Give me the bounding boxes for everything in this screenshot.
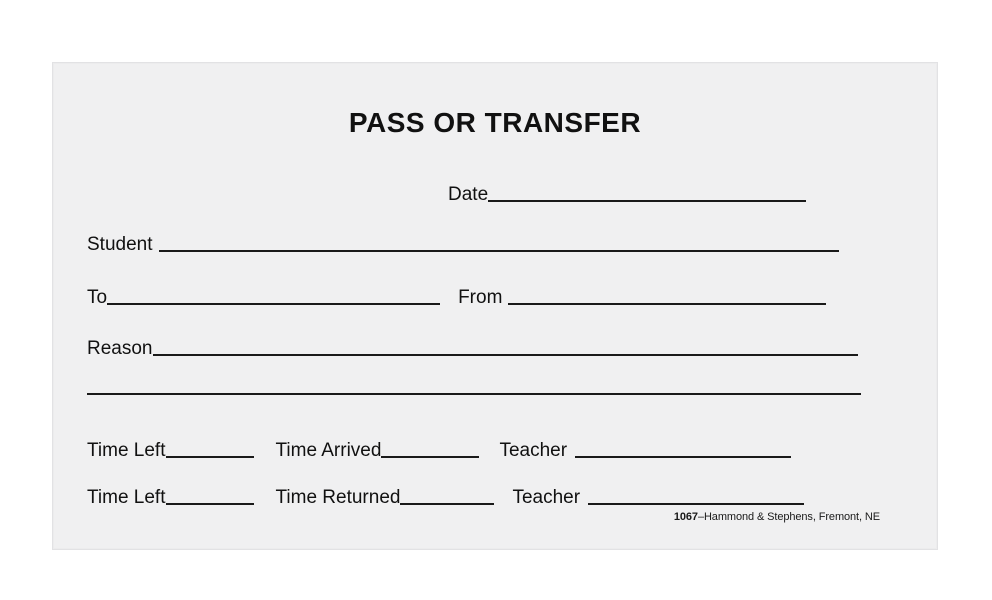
time-left-first-label: Time Left bbox=[87, 440, 166, 461]
student-label: Student bbox=[87, 234, 153, 255]
student-row bbox=[87, 235, 877, 255]
from-label: From bbox=[458, 287, 503, 308]
teacher-first-write-line[interactable] bbox=[575, 456, 791, 458]
teacher-second-label: Teacher bbox=[512, 487, 581, 508]
time-left-second-label: Time Left bbox=[87, 487, 166, 508]
student-write-line[interactable] bbox=[159, 250, 839, 252]
reason-label: Reason bbox=[87, 338, 153, 359]
pass-or-transfer-form bbox=[52, 62, 938, 550]
time-left-returned-row bbox=[87, 488, 877, 508]
form-code: 1067 bbox=[673, 511, 698, 523]
date-write-line[interactable] bbox=[488, 200, 806, 202]
reason-row bbox=[87, 339, 877, 359]
to-label: To bbox=[87, 287, 108, 308]
time-returned-write-line[interactable] bbox=[400, 503, 494, 505]
teacher-first-label: Teacher bbox=[499, 440, 568, 461]
time-left-second-write-line[interactable] bbox=[166, 503, 254, 505]
to-from-row bbox=[87, 288, 877, 308]
reason-write-line[interactable] bbox=[153, 354, 858, 356]
time-left-arrived-row bbox=[87, 441, 877, 461]
reason-continuation-write-line[interactable] bbox=[87, 393, 861, 395]
form-title: PASS OR TRANSFER bbox=[348, 107, 642, 138]
to-write-line[interactable] bbox=[107, 303, 440, 305]
date-row bbox=[448, 185, 878, 205]
reason-continuation-row bbox=[87, 393, 877, 398]
publisher-name: –Hammond & Stephens, Fremont, NE bbox=[697, 511, 880, 523]
publisher-imprint bbox=[674, 511, 880, 523]
time-arrived-write-line[interactable] bbox=[381, 456, 479, 458]
teacher-second-write-line[interactable] bbox=[588, 503, 804, 505]
time-left-first-write-line[interactable] bbox=[166, 456, 254, 458]
from-write-line[interactable] bbox=[508, 303, 826, 305]
time-arrived-label: Time Arrived bbox=[275, 440, 382, 461]
time-returned-label: Time Returned bbox=[275, 487, 401, 508]
date-label: Date bbox=[448, 184, 489, 205]
